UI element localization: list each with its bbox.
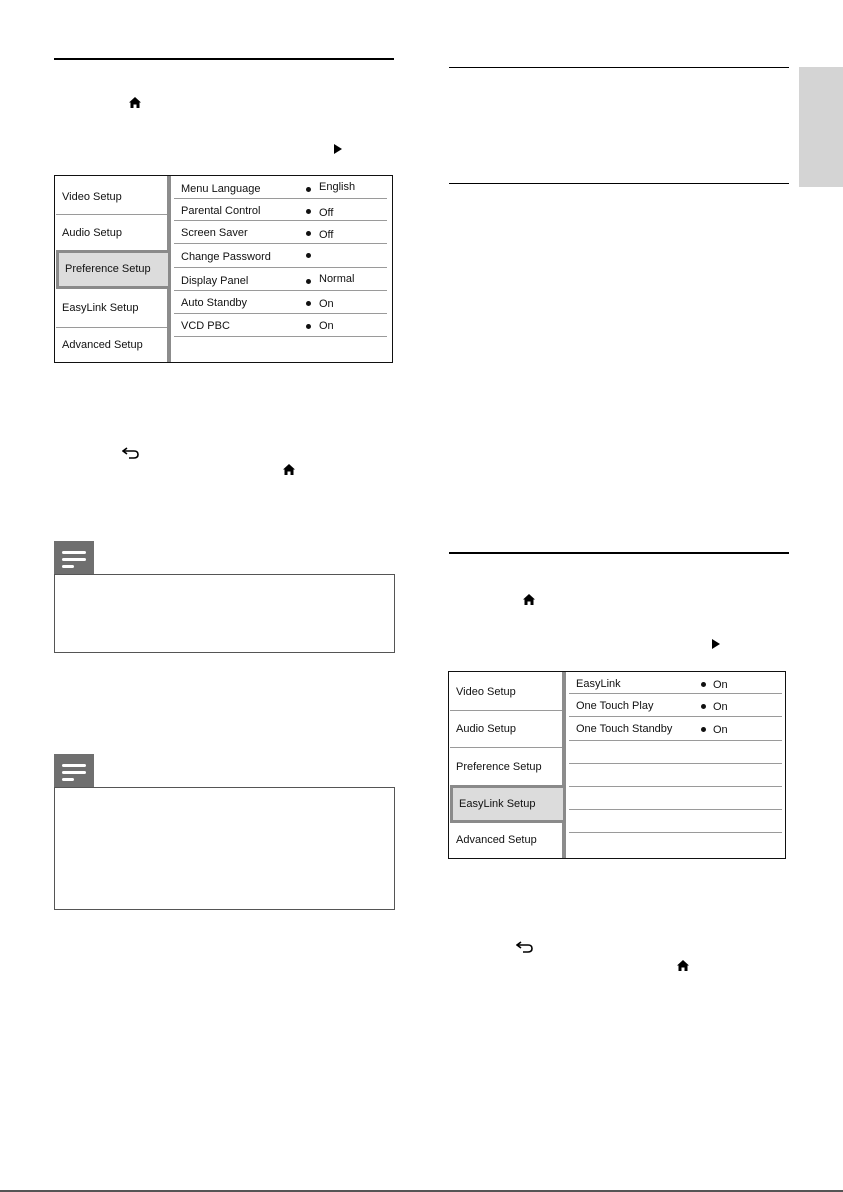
bullet-icon <box>701 704 706 709</box>
section-rule-right-2 <box>449 183 789 184</box>
play-arrow-icon <box>334 144 342 154</box>
bullet-icon <box>306 279 311 284</box>
language-side-tab <box>799 67 843 187</box>
menu-item-video-setup[interactable]: Video Setup <box>62 190 122 203</box>
play-arrow-icon <box>712 639 720 649</box>
preference-setup-menu <box>54 175 393 363</box>
note-icon <box>54 541 94 574</box>
option-label: Screen Saver <box>181 227 248 239</box>
option-label: Menu Language <box>181 183 261 195</box>
option-label: One Touch Play <box>576 700 654 712</box>
bullet-icon <box>306 231 311 236</box>
menu-item-advanced-setup[interactable]: Advanced Setup <box>456 834 537 846</box>
bullet-icon <box>306 324 311 329</box>
option-value: On <box>713 724 728 736</box>
bullet-icon <box>306 301 311 306</box>
option-value: Normal <box>319 273 355 285</box>
option-row[interactable] <box>181 297 386 311</box>
bullet-icon <box>306 253 311 258</box>
option-value: English <box>319 181 356 193</box>
menu-item-preference-setup[interactable]: Preference Setup <box>456 760 542 773</box>
option-value: On <box>319 320 334 332</box>
option-label: Change Password <box>181 251 271 263</box>
menu-item-advanced-setup[interactable]: Advanced Setup <box>62 338 143 351</box>
option-label: EasyLink <box>576 678 621 690</box>
option-label: VCD PBC <box>181 320 230 332</box>
bullet-icon <box>306 187 311 192</box>
menu-item-audio-setup[interactable]: Audio Setup <box>456 722 516 735</box>
home-icon <box>283 464 295 475</box>
option-value: On <box>713 679 728 691</box>
option-row[interactable] <box>181 251 386 265</box>
note-icon <box>54 754 94 787</box>
option-row[interactable] <box>181 227 386 241</box>
option-value: On <box>319 298 334 310</box>
back-icon <box>122 447 140 459</box>
section-rule-left-top <box>54 58 394 60</box>
note-box <box>54 574 395 653</box>
back-icon <box>516 941 534 953</box>
option-value: On <box>713 701 728 713</box>
section-rule-right-1 <box>449 67 789 68</box>
note-box <box>54 787 395 910</box>
option-label: Display Panel <box>181 275 249 287</box>
option-row[interactable] <box>181 320 386 334</box>
menu-item-preference-setup[interactable]: Preference Setup <box>56 250 171 289</box>
option-label: One Touch Standby <box>576 723 673 735</box>
option-label: Auto Standby <box>181 297 248 309</box>
bullet-icon <box>701 682 706 687</box>
option-row[interactable] <box>181 183 386 197</box>
menu-item-video-setup[interactable]: Video Setup <box>456 685 516 698</box>
section-rule-right-3 <box>449 552 789 554</box>
option-value: Off <box>319 207 334 219</box>
option-row[interactable] <box>181 275 386 289</box>
option-row[interactable] <box>576 700 781 714</box>
home-icon <box>677 960 689 971</box>
menu-item-easylink-setup[interactable]: EasyLink Setup <box>450 785 566 823</box>
option-row[interactable] <box>181 205 386 219</box>
easylink-setup-menu <box>448 671 786 859</box>
option-row[interactable] <box>576 723 781 737</box>
option-label: Parental Control <box>181 205 261 217</box>
bullet-icon <box>306 209 311 214</box>
menu-item-easylink-setup[interactable]: EasyLink Setup <box>62 301 139 314</box>
option-row[interactable] <box>576 678 781 692</box>
home-icon <box>129 97 141 108</box>
menu-item-audio-setup[interactable]: Audio Setup <box>62 226 122 239</box>
bullet-icon <box>701 727 706 732</box>
option-value: Off <box>319 229 334 241</box>
home-icon <box>523 594 535 605</box>
